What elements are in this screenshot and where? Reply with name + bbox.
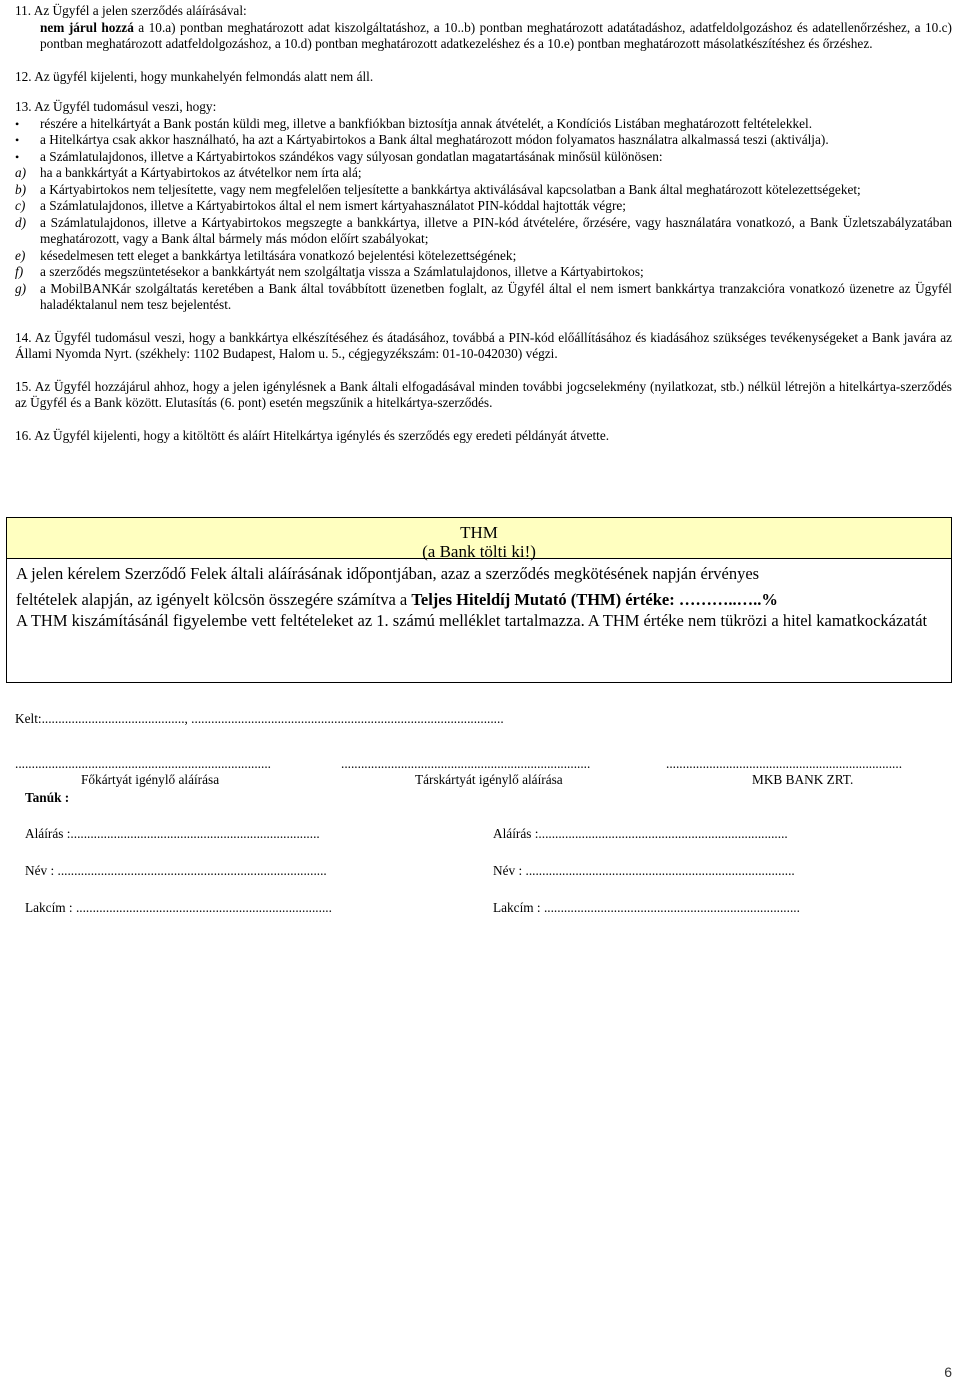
witnesses-label: Tanúk :: [25, 790, 70, 805]
bullet-icon: [15, 116, 40, 133]
list-item: g) a MobilBANKár szolgáltatás keretében a Bank által továbbított üzenetben foglalt, az Ügyfél által el nem ismert bankkártya tranzakcióra vonatkozó üzenetre az Ügyfél haladéktalanul nem tesz bejelentést.: [15, 280, 952, 312]
witness-address-left: Lakcím : .............................................................................: [25, 900, 332, 915]
witness-signature-right: Aláírás :...........................................................................: [493, 826, 788, 841]
list-item: d) a Számlatulajdonos, illetve a Kártyabirtokos megszegte a bankkártya, illetve a PIN-kód átvételére, őrzésére, vagy használatára vonatkozó, a Bank Üzletszabályzatában meghatározott, vagy a Bank által bármely más módon előírt szabályokat;: [15, 214, 952, 246]
witness-name-right: Név : .................................................................................: [493, 863, 795, 878]
thm-subtitle: (a Bank tölti ki!): [422, 542, 536, 561]
list-item: f) a szerződés megszüntetésekor a bankkártyát nem szolgáltatja vissza a Számlatulajdonos, illetve a Kártyabirtokos;: [15, 264, 644, 279]
section-16: 16. Az Ügyfél kijelenti, hogy a kitöltött és aláírt Hitelkártya igénylés és szerződés egy eredeti példányát átvette.: [15, 427, 610, 443]
witness-address-right: Lakcím : .............................................................................: [493, 900, 800, 915]
thm-header: [7, 518, 951, 559]
bullet-icon: [15, 132, 40, 149]
signature-label-main: Főkártyát igénylő aláírása: [81, 772, 220, 787]
document-body: [15, 0, 952, 444]
section-11-text: [15, 20, 952, 53]
section-11-heading: 11. Az Ügyfél a jelen szerződés aláírásával:: [15, 3, 247, 18]
signature-line-main: .............................................................................: [15, 756, 271, 771]
signature-line-secondary: ...........................................................................: [341, 756, 591, 771]
list-item: e) késedelmesen tett eleget a bankkártya letiltására vonatkozó bejelentési kötelezettségének;: [15, 247, 517, 263]
thm-box: [6, 517, 952, 683]
list-item: a) ha a bankkártyát a Kártyabirtokos az átvételkor nem írta alá;: [15, 165, 362, 180]
thm-value: Teljes Hiteldíj Mutató (THM) értéke: ………..…..%: [411, 590, 778, 609]
thm-line-2: feltételek alapján, az igényelt kölcsön összegére számítva a Teljes Hiteldíj Mutató (THM) értéke: ………..…..%: [16, 590, 778, 609]
section-11-bold: nem járul hozzá: [40, 19, 134, 35]
section-13-bullet: • részére a hitelkártyát a Bank postán küldi meg, illetve a bankfiókban biztosítja annak átvételét, a Kondíciós Listában meghatározott feltételekkel.: [15, 116, 952, 133]
thm-line-1: A jelen kérelem Szerződő Felek általi aláírásának időpontjában, azaz a szerződés megkötésének napján érvényes: [16, 564, 760, 583]
kelt-line: Kelt:..........................................., ..............................................................................................: [15, 711, 504, 726]
section-12: 12. Az ügyfél kijelenti, hogy munkahelyén felmondás alatt nem áll.: [15, 68, 374, 84]
witness-signature-left: Aláírás :...........................................................................: [25, 826, 320, 841]
signature-line-bank: .......................................................................: [666, 756, 903, 771]
thm-body: [7, 559, 951, 631]
section-13-bullet: • a Hitelkártya csak akkor használható, ha azt a Kártyabirtokos a Bank által meghatározott módon folyamatos használatra alkalmassá teszi (aktiválja).: [15, 132, 952, 149]
witness-name-left: Név : .................................................................................: [25, 863, 327, 878]
signature-label-secondary: Társkártyát igénylő aláírása: [415, 772, 563, 787]
signature-label-bank: MKB BANK ZRT.: [752, 772, 854, 787]
section-11-rest: a 10.a) pontban meghatározott adat kiszolgáltatáshoz, a 10..b) pontban meghatározott adatátadáshoz, adatfeldolgozáshoz és adatellenőrzéshez, a 10.c) pontban meghatározott adatfeldolgozáshoz, a 10.d) pontban meghatározott adatkezeléshez és a 10.e) pontban meghatározott másolatkészítéshez és őrzéshez.: [40, 19, 952, 51]
section-14: 14. Az Ügyfél tudomásul veszi, hogy a bankkártya elkészítéséhez és átadásához, továbbá a PIN-kód előállításához és kiadásához szükséges tevékenységeket a Bank javára az Állami Nyomda Nyrt. (székhely: 1102 Budapest, Halom u. 5., cégjegyzékszám: 01-10-042030) végzi.: [15, 329, 952, 361]
list-item: c) a Számlatulajdonos, illetve a Kártyabirtokos által el nem ismert kártyahasználatot PIN-kóddal hajtották végre;: [15, 198, 626, 213]
section-13-intro: 13. Az Ügyfél tudomásul veszi, hogy:: [15, 99, 217, 114]
section-13-bullet: • a Számlatulajdonos, illetve a Kártyabirtokos szándékos vagy súlyosan gondatlan magatartásának minősül különösen:: [15, 149, 952, 166]
list-item: b) a Kártyabirtokos nem teljesítette, vagy nem megfelelően teljesítette a bankkártya aktiválásával kapcsolatban a Bank által meghatározott kötelezettségeket;: [15, 181, 861, 197]
thm-line-3: A THM kiszámításánál figyelembe vett feltételeket az 1. számú melléklet tartalmazza. A THM értéke nem tükrözi a hitel kamatkockázatát: [16, 611, 928, 630]
bullet-icon: [15, 149, 40, 166]
thm-title: THM: [460, 523, 498, 542]
section-15: 15. Az Ügyfél hozzájárul ahhoz, hogy a jelen igénylésnek a Bank általi elfogadásával minden további jogcselekmény (nyilatkozat, stb.) nélkül létrejön a hitelkártya-szerződés az Ügyfél és a Bank között. Elutasítás (6. pont) esetén megszűnik a hitelkártya-szerződés.: [15, 378, 952, 410]
page-number: 6: [944, 1363, 952, 1380]
